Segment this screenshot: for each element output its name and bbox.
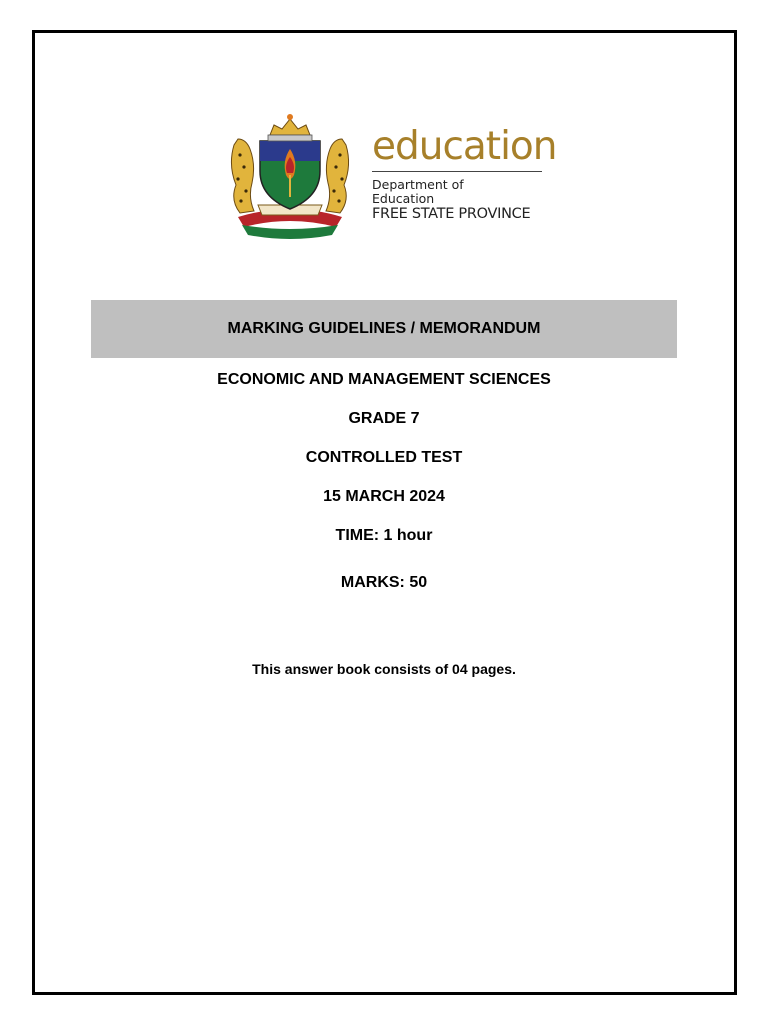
date-heading: 15 MARCH 2024 [323, 488, 445, 505]
subject-heading: ECONOMIC AND MANAGEMENT SCIENCES [217, 371, 551, 388]
logo-divider [372, 171, 542, 172]
memo-title: MARKING GUIDELINES / MEMORANDUM [227, 320, 541, 337]
grade-heading: GRADE 7 [348, 410, 420, 427]
memo-title-banner [91, 300, 677, 358]
logo-line-department: Department of [372, 177, 464, 192]
logo-line-province: FREE STATE PROVINCE [372, 206, 531, 222]
pages-note: This answer book consists of 04 pages. [252, 661, 516, 677]
coat-of-arms-icon [220, 105, 360, 245]
logo-wordmark: education [372, 124, 557, 169]
logo-text-block [372, 124, 557, 223]
logo-line-education: Education [372, 191, 435, 206]
time-heading: TIME: 1 hour [335, 527, 433, 544]
test-type-heading: CONTROLLED TEST [305, 449, 463, 466]
marks-heading: MARKS: 50 [340, 574, 428, 591]
department-logo [220, 105, 557, 245]
